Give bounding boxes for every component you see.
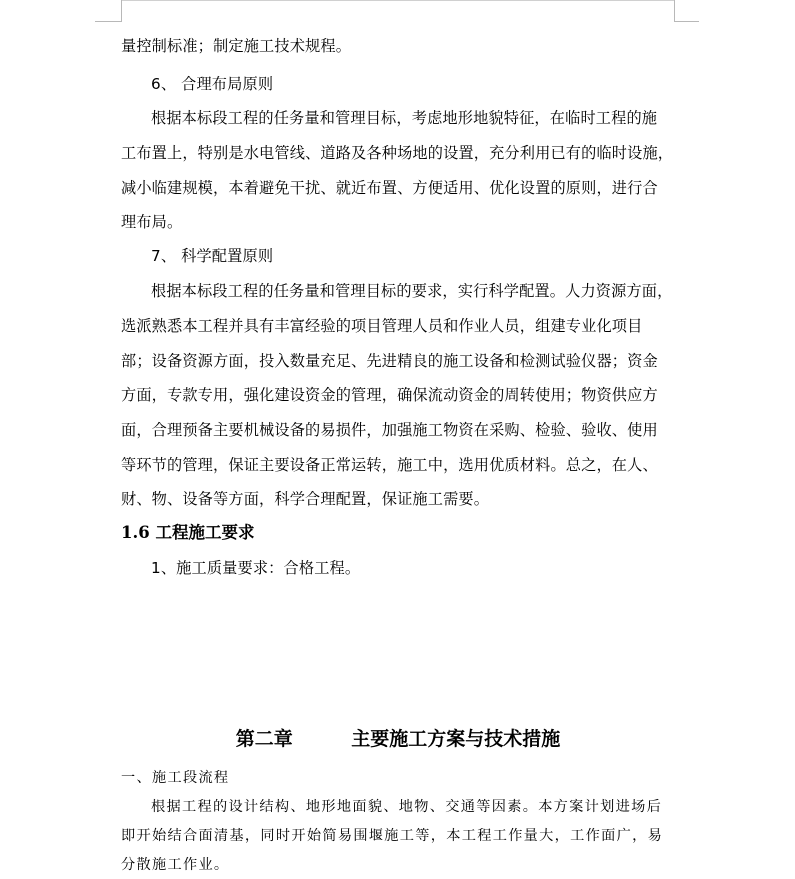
paragraph-line: 根据本标段工程的任务量和管理目标的要求，实行科学配置。人力资源方面， [151, 282, 673, 300]
chapter-paragraph-line: 分散施工作业。 [121, 857, 230, 873]
paragraph-line: 根据本标段工程的任务量和管理目标，考虑地形地貌特征，在临时工程的施 [151, 109, 658, 127]
paragraph-line: 理布局。 [121, 213, 183, 231]
paragraph-line: 减小临建规模，本着避免干扰、就近布置、方便适用、优化设置的原则，进行合 [121, 179, 658, 197]
paragraph-line: 等环节的管理，保证主要设备正常运转，施工中，选用优质材料。总之，在人、 [121, 456, 658, 474]
quality-requirement-line: 1、施工质量要求：合格工程。 [151, 559, 361, 577]
chapter-title: 第二章 主要施工方案与技术措施 [235, 728, 561, 750]
paragraph-line: 量控制标准；制定施工技术规程。 [121, 37, 352, 55]
right-corner-mark [675, 21, 699, 22]
chapter-subheading: 一、施工段流程 [121, 770, 230, 786]
paragraph-line: 面，合理预备主要机械设备的易损件，加强施工物资在采购、检验、验收、使用 [121, 421, 658, 439]
section-heading: 1.6 工程施工要求 [121, 523, 255, 542]
paragraph-line: 部；设备资源方面，投入数量充足、先进精良的施工设备和检测试验仪器；资金 [121, 352, 658, 370]
chapter-paragraph-line: 即开始结合面清基，同时开始简易围堰施工等，本工程工作量大，工作面广，易 [121, 828, 664, 844]
right-corner-mark-vertical [674, 0, 675, 22]
chapter-paragraph-line: 根据工程的设计结构、地形地面貌、地物、交通等因素。本方案计划进场后 [151, 799, 663, 815]
paragraph-line: 财、物、设备等方面，科学合理配置，保证施工需要。 [121, 490, 490, 508]
header-margin-line [121, 0, 675, 1]
paragraph-line: 选派熟悉本工程并具有丰富经验的项目管理人员和作业人员，组建专业化项目 [121, 317, 643, 335]
principle-6-title: 6、 合理布局原则 [151, 75, 274, 93]
left-corner-mark [95, 21, 121, 22]
principle-7-title: 7、 科学配置原则 [151, 247, 274, 265]
paragraph-line: 工布置上，特别是水电管线、道路及各种场地的设置，充分利用已有的临时设施， [121, 144, 674, 162]
left-corner-mark-vertical [121, 0, 122, 22]
paragraph-line: 方面，专款专用，强化建设资金的管理，确保流动资金的周转使用；物资供应方 [121, 386, 658, 404]
